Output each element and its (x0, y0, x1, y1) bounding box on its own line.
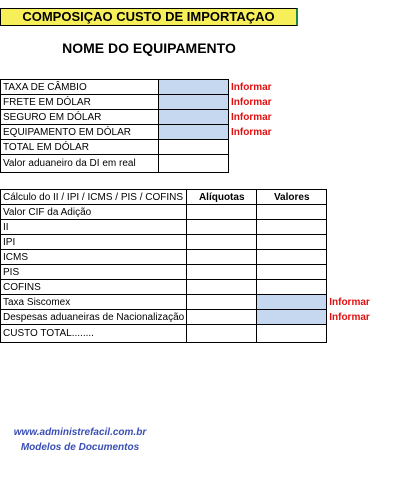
freight-usd-input[interactable] (159, 95, 229, 110)
table-row (1, 205, 373, 220)
sheet-title: COMPOSIÇAO CUSTO DE IMPORTAÇAO (0, 8, 298, 26)
informar-note: Informar (329, 296, 370, 308)
row-label: COFINS (1, 280, 187, 295)
value-cell[interactable] (257, 235, 327, 250)
column-header: Alíquotas (187, 190, 257, 205)
informar-note: Informar (231, 81, 272, 93)
table-row (1, 265, 373, 280)
rate-cell[interactable] (187, 250, 257, 265)
row-label: SEGURO EM DÓLAR (1, 110, 159, 125)
row-label: CUSTO TOTAL........ (1, 325, 187, 343)
siscomex-fee-input[interactable] (257, 295, 327, 310)
value-cell[interactable] (257, 205, 327, 220)
row-label: Valor aduaneiro da DI em real (1, 155, 159, 173)
table-header-row (1, 190, 373, 205)
informar-note: Informar (231, 126, 272, 138)
row-label: Taxa Siscomex (1, 295, 187, 310)
tax-calculation-table (0, 189, 373, 343)
rate-cell[interactable] (187, 205, 257, 220)
customs-value-brl-cell[interactable] (159, 155, 229, 173)
value-cell[interactable] (257, 250, 327, 265)
row-label: Despesas aduaneiras de Nacionalização (1, 310, 187, 325)
total-cost-cell[interactable] (257, 325, 327, 343)
value-cell[interactable] (257, 220, 327, 235)
informar-note: Informar (329, 311, 370, 323)
row-label: TOTAL EM DÓLAR (1, 140, 159, 155)
table-row (1, 250, 373, 265)
website-link[interactable]: www.administrefacil.com.br (13, 427, 147, 438)
table-row (1, 80, 275, 95)
table-row (1, 140, 275, 155)
rate-cell[interactable] (187, 280, 257, 295)
footer-caption: Modelos de Documentos (20, 442, 140, 453)
exchange-inputs-table (0, 79, 275, 173)
table-row (1, 295, 373, 310)
table-row (1, 110, 275, 125)
row-label: IPI (1, 235, 187, 250)
rate-cell[interactable] (187, 325, 257, 343)
rate-cell[interactable] (187, 295, 257, 310)
informar-note: Informar (231, 96, 272, 108)
row-label: ICMS (1, 250, 187, 265)
table-row (1, 125, 275, 140)
total-usd-cell[interactable] (159, 140, 229, 155)
table-row (1, 235, 373, 250)
column-header: Valores (257, 190, 327, 205)
informar-note: Informar (231, 111, 272, 123)
table-row (1, 280, 373, 295)
value-cell[interactable] (257, 265, 327, 280)
nationalization-expenses-input[interactable] (257, 310, 327, 325)
row-label: TAXA DE CÂMBIO (1, 80, 159, 95)
equipment-name-heading: NOME DO EQUIPAMENTO (62, 40, 236, 56)
value-cell[interactable] (257, 280, 327, 295)
row-label: FRETE EM DÓLAR (1, 95, 159, 110)
exchange-rate-input[interactable] (159, 80, 229, 95)
table-row (1, 95, 275, 110)
table-row (1, 325, 373, 343)
table-row (1, 155, 275, 173)
column-header: Cálculo do II / IPI / ICMS / PIS / COFINS (1, 190, 187, 205)
row-label: II (1, 220, 187, 235)
rate-cell[interactable] (187, 310, 257, 325)
rate-cell[interactable] (187, 220, 257, 235)
table-row (1, 310, 373, 325)
rate-cell[interactable] (187, 235, 257, 250)
row-label: PIS (1, 265, 187, 280)
row-label: Valor CIF da Adição (1, 205, 187, 220)
insurance-usd-input[interactable] (159, 110, 229, 125)
equipment-usd-input[interactable] (159, 125, 229, 140)
rate-cell[interactable] (187, 265, 257, 280)
row-label: EQUIPAMENTO EM DÓLAR (1, 125, 159, 140)
table-row (1, 220, 373, 235)
